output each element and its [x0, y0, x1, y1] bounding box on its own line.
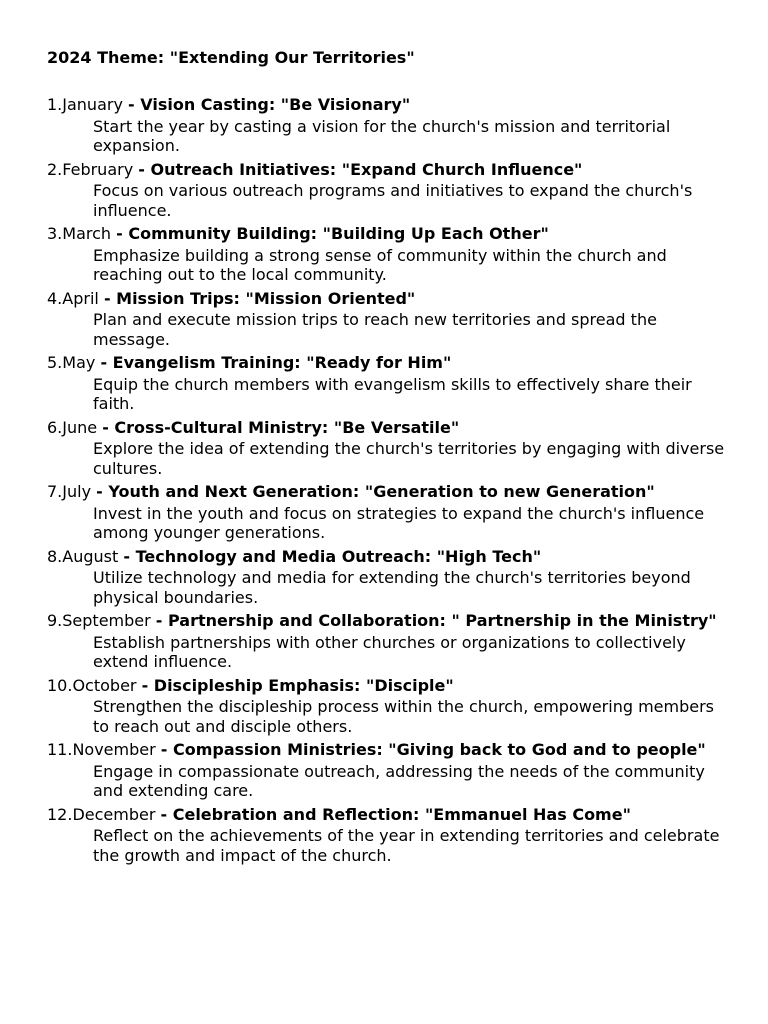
- month-number: 5.: [47, 353, 63, 372]
- month-name: September: [62, 611, 151, 630]
- month-number: 7.: [47, 482, 63, 501]
- month-description: Reflect on the achievements of the year in extending territories and celebrate the growth and impact of the church.: [93, 826, 720, 865]
- list-item: [47, 418, 727, 479]
- month-heading: [47, 353, 727, 373]
- month-theme: - Vision Casting: "Be Visionary": [128, 95, 411, 114]
- month-number: 4.: [47, 288, 63, 308]
- month-name: June: [62, 417, 98, 437]
- month-description: Utilize technology and media for extending the church's territories beyond physical boundaries.: [93, 568, 691, 607]
- list-item: [47, 547, 727, 608]
- month-theme: - Partnership and Collaboration: " Partnership in the Ministry": [155, 611, 717, 630]
- list-item: [47, 224, 727, 285]
- month-description: Establish partnerships with other churches or organizations to collectively extend influence.: [93, 632, 686, 671]
- list-item: [47, 482, 727, 543]
- month-theme: - Technology and Media Outreach: "High Tech": [123, 546, 542, 566]
- month-heading: [47, 547, 727, 567]
- month-name: November: [72, 740, 156, 759]
- month-heading: [47, 740, 727, 760]
- month-description: Plan and execute mission trips to reach new territories and spread the message.: [93, 310, 657, 349]
- month-heading: [47, 289, 727, 309]
- month-heading: [47, 611, 727, 631]
- list-item: [47, 160, 727, 221]
- month-name: March: [62, 224, 112, 243]
- month-description: Equip the church members with evangelism skills to effectively share their faith.: [93, 374, 692, 413]
- month-heading: [47, 224, 727, 244]
- month-heading: [47, 160, 727, 180]
- month-theme: - Mission Trips: "Mission Oriented": [103, 288, 416, 308]
- list-item: [47, 95, 727, 156]
- month-number: 12.: [47, 804, 73, 824]
- list-item: [47, 353, 727, 414]
- month-name: April: [62, 288, 99, 308]
- month-description: Strengthen the discipleship process within the church, empowering members to reach out and disciple others.: [93, 697, 714, 736]
- month-number: 2.: [47, 159, 63, 179]
- month-name: May: [62, 353, 96, 372]
- month-theme: - Cross-Cultural Ministry: "Be Versatile": [102, 417, 460, 437]
- month-description: Start the year by casting a vision for the church's mission and territorial expansion.: [93, 116, 671, 155]
- list-item: [47, 289, 727, 350]
- month-heading: [47, 482, 727, 502]
- month-theme: - Compassion Ministries: "Giving back to God and to people": [160, 740, 706, 759]
- list-item: [47, 805, 727, 866]
- month-name: December: [72, 804, 156, 824]
- month-description: Engage in compassionate outreach, addressing the needs of the community and extending care.: [93, 761, 705, 800]
- month-number: 3.: [47, 224, 63, 243]
- month-name: February: [62, 159, 134, 179]
- month-theme: - Youth and Next Generation: "Generation to new Generation": [96, 482, 655, 501]
- monthly-theme-list: [47, 95, 727, 865]
- month-number: 6.: [47, 417, 63, 437]
- month-number: 9.: [47, 611, 63, 630]
- month-description: Focus on various outreach programs and initiatives to expand the church's influence.: [93, 181, 693, 220]
- list-item: [47, 611, 727, 672]
- month-theme: - Evangelism Training: "Ready for Him": [100, 353, 452, 372]
- month-heading: [47, 95, 727, 115]
- month-number: 1.: [47, 95, 63, 114]
- month-description: Explore the idea of extending the church's territories by engaging with diverse cultures.: [93, 439, 725, 478]
- month-number: 11.: [47, 740, 73, 759]
- document-page: [47, 47, 727, 869]
- document-title: 2024 Theme: "Extending Our Territories": [47, 48, 415, 67]
- month-theme: - Discipleship Emphasis: "Disciple": [141, 675, 454, 695]
- list-item: [47, 740, 727, 801]
- list-item: [47, 676, 727, 737]
- month-description: Invest in the youth and focus on strategies to expand the church's influence among younger generations.: [93, 503, 705, 542]
- month-name: October: [72, 675, 137, 695]
- month-heading: [47, 676, 727, 696]
- month-heading: [47, 805, 727, 825]
- month-number: 8.: [47, 546, 63, 566]
- month-theme: - Outreach Initiatives: "Expand Church Influence": [138, 159, 583, 179]
- month-name: July: [62, 482, 92, 501]
- month-theme: - Celebration and Reflection: "Emmanuel Has Come": [160, 804, 631, 824]
- month-number: 10.: [47, 675, 73, 695]
- month-heading: [47, 418, 727, 438]
- month-description: Emphasize building a strong sense of community within the church and reaching out to the local community.: [93, 245, 667, 284]
- month-theme: - Community Building: "Building Up Each Other": [116, 224, 549, 243]
- month-name: January: [62, 95, 123, 114]
- month-name: August: [62, 546, 119, 566]
